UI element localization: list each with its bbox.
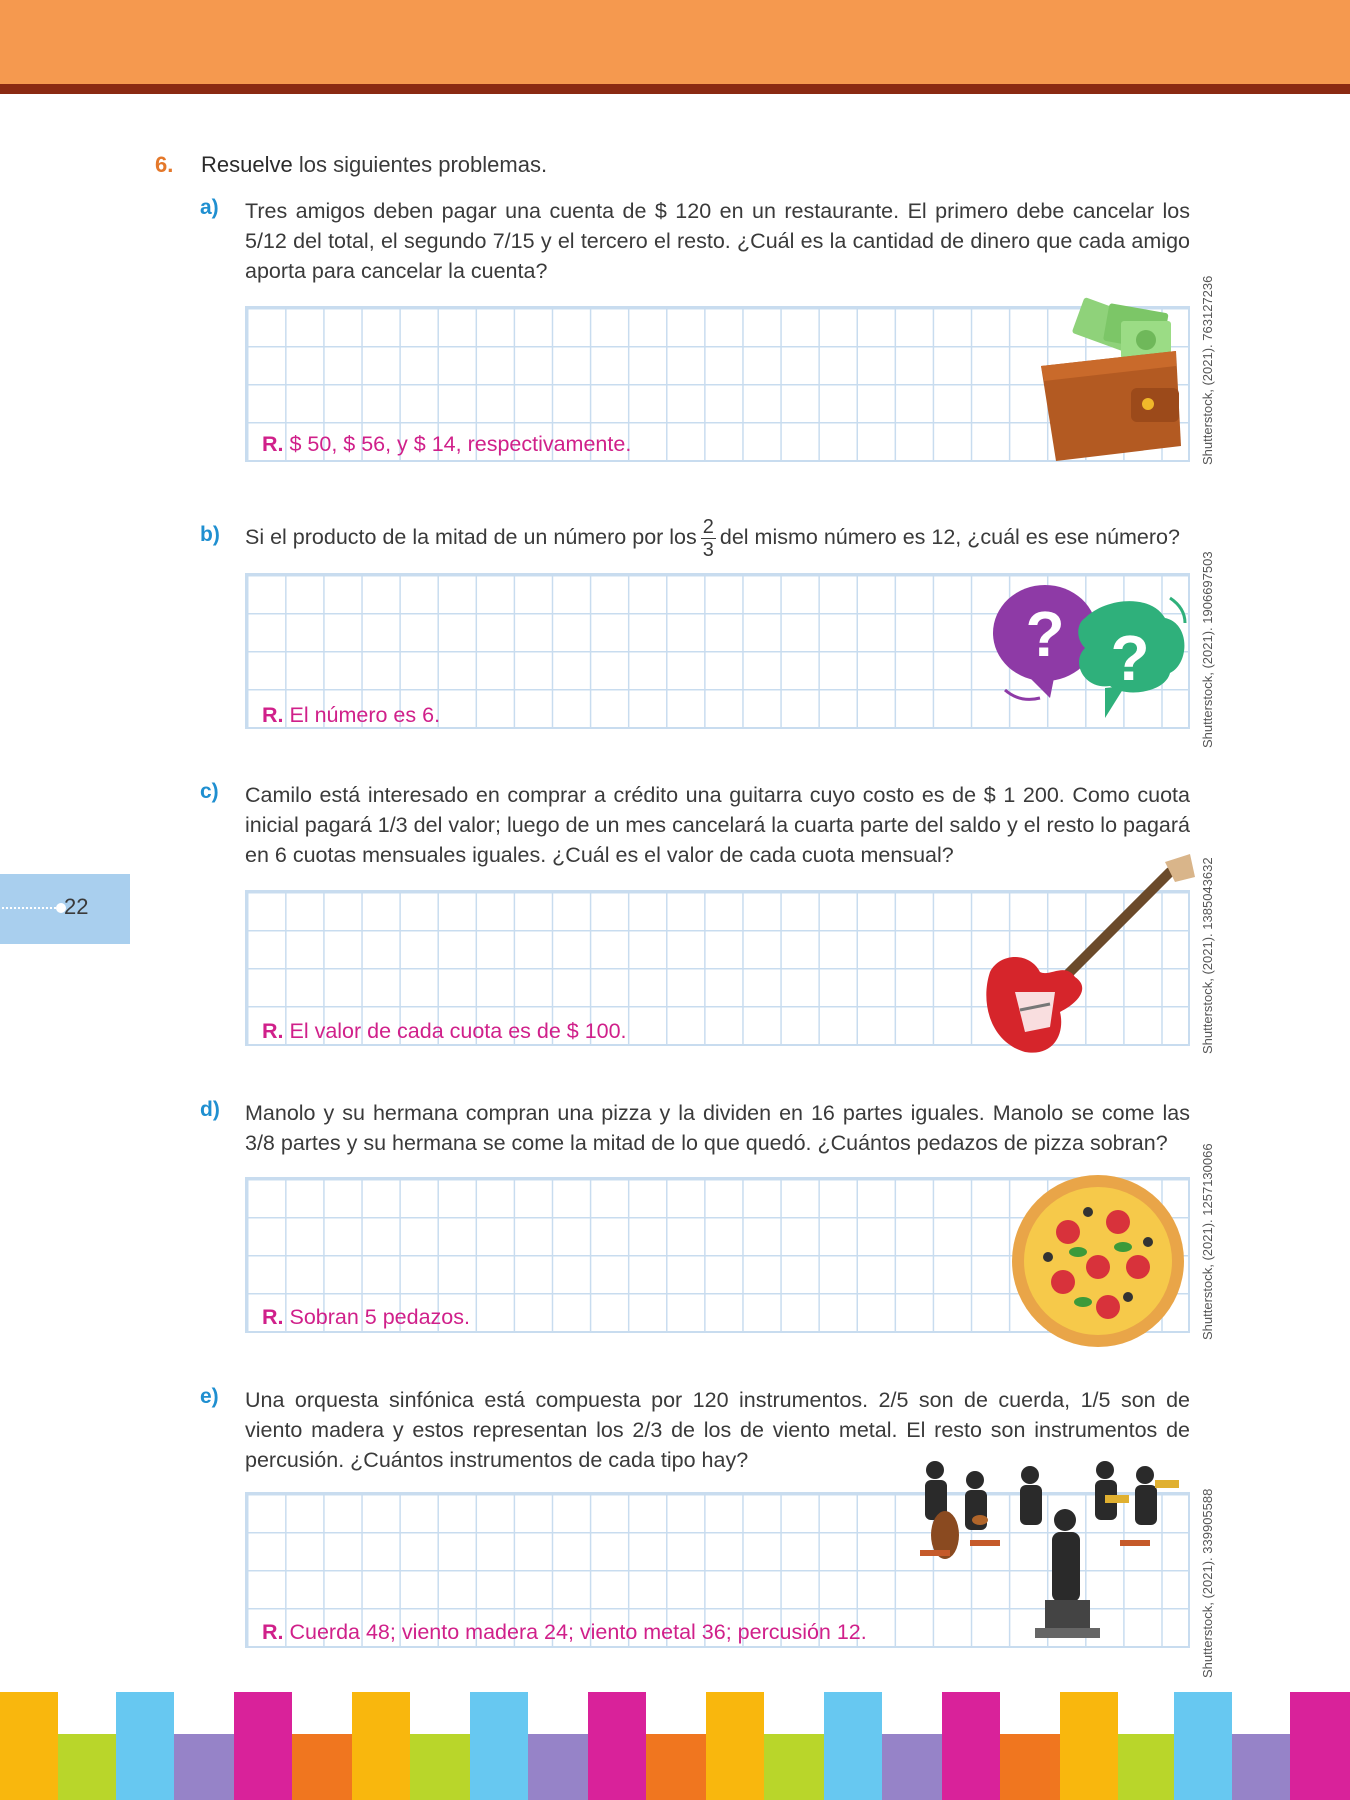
answer-text: $ 50, $ 56, y $ 14, respectivamente. xyxy=(283,432,632,456)
stripe xyxy=(470,1692,528,1800)
problem-d-answer xyxy=(262,1305,470,1330)
exercise-verb: Resuelve xyxy=(201,152,293,177)
stripe xyxy=(1060,1692,1118,1800)
problem-e-answer xyxy=(262,1620,867,1645)
problem-b-letter: b) xyxy=(200,523,220,546)
problem-b-text-before: Si el producto de la mitad de un número por los xyxy=(245,525,697,549)
problem-a-letter: a) xyxy=(200,196,219,219)
problem-e-credit: Shutterstock, (2021). 339905588 xyxy=(1200,1488,1215,1678)
exercise-number: 6. xyxy=(155,152,174,177)
page-tab-dots xyxy=(2,907,60,909)
fraction-denominator: 3 xyxy=(702,538,714,561)
exercise-heading xyxy=(155,152,547,178)
stripe xyxy=(942,1692,1000,1800)
problem-e-letter: e) xyxy=(200,1385,219,1408)
wallet-icon xyxy=(1036,296,1186,466)
exercise-instruction: los siguientes problemas. xyxy=(292,152,548,177)
problem-d-text: Manolo y su hermana compran una pizza y la dividen en 16 partes iguales. Manolo se come las 3/8 partes y su hermana se come la mitad de lo que quedó. ¿Cuántos pedazos de pizza sobran? xyxy=(245,1101,1190,1155)
answer-text: Cuerda 48; viento madera 24; viento metal 36; percusión 12. xyxy=(283,1620,867,1644)
stripe xyxy=(116,1692,174,1800)
stripe xyxy=(646,1734,706,1800)
answer-label: R. xyxy=(262,432,284,456)
page-number: 22 xyxy=(64,894,89,919)
stripe xyxy=(352,1692,410,1800)
problem-a-text: Tres amigos deben pagar una cuenta de $ 120 en un restaurante. El primero debe cancelar los 5/12 del total, el segundo 7/15 y el tercero el resto. ¿Cuál es la cantidad de dinero que cada amigo aporta para cancelar la cuenta? xyxy=(245,199,1190,283)
problem-b-text-after: del mismo número es 12, ¿cuál es ese número? xyxy=(719,525,1180,549)
svg-text:?: ? xyxy=(1110,622,1150,694)
stripe xyxy=(292,1734,352,1800)
bottom-decoration xyxy=(0,1692,1350,1800)
stripe xyxy=(1118,1734,1174,1800)
header-line xyxy=(0,84,1350,94)
problem-a-credit: Shutterstock, (2021). 763127236 xyxy=(1200,275,1215,465)
problem-c-letter: c) xyxy=(200,780,219,803)
header-band xyxy=(0,0,1350,84)
stripe xyxy=(588,1692,646,1800)
answer-text: Sobran 5 pedazos. xyxy=(283,1305,470,1329)
answer-label: R. xyxy=(262,703,284,727)
stripe xyxy=(1232,1734,1290,1800)
svg-text:?: ? xyxy=(1025,598,1065,670)
stripe xyxy=(706,1692,764,1800)
stripe xyxy=(882,1734,942,1800)
fraction-numerator: 2 xyxy=(702,515,714,538)
stripe xyxy=(0,1692,58,1800)
answer-text: El valor de cada cuota es de $ 100. xyxy=(283,1019,627,1043)
stripe xyxy=(174,1734,234,1800)
answer-text: El número es 6. xyxy=(283,703,441,727)
stripe xyxy=(764,1734,824,1800)
guitar-icon xyxy=(970,852,1200,1062)
stripe xyxy=(1174,1692,1232,1800)
answer-label: R. xyxy=(262,1620,284,1644)
problem-b-credit: Shutterstock, (2021). 1906697503 xyxy=(1200,551,1215,748)
problem-d-credit: Shutterstock, (2021). 1257130066 xyxy=(1200,1143,1215,1340)
answer-label: R. xyxy=(262,1305,284,1329)
problem-e-text: Una orquesta sinfónica está compuesta por 120 instrumentos. 2/5 son de cuerda, 1/5 son de viento madera y estos representan los 2/3 de los de viento metal. El resto son instrumentos de percusión. ¿Cuántos instrumentos de cada tipo hay? xyxy=(245,1388,1190,1472)
orchestra-icon xyxy=(905,1450,1185,1660)
stripe xyxy=(58,1734,116,1800)
question-bubbles-icon xyxy=(985,578,1195,728)
problem-c-credit: Shutterstock, (2021). 1385043632 xyxy=(1200,857,1215,1054)
problem-d-letter: d) xyxy=(200,1098,220,1121)
problem-b-answer xyxy=(262,703,440,728)
problem-b-text xyxy=(245,508,1190,566)
page-number-tab xyxy=(0,874,130,944)
stripe xyxy=(1290,1692,1350,1800)
stripe xyxy=(528,1734,588,1800)
problem-a-answer xyxy=(262,432,631,457)
problem-c-text: Camilo está interesado en comprar a crédito una guitarra cuyo costo es de $ 1 200. Como cuota inicial pagará 1/3 del valor; luego de un mes cancelará la cuarta parte del saldo y el resto lo pagará en 6 cuotas mensuales iguales. ¿Cuál es el valor de cada cuota mensual? xyxy=(245,783,1190,867)
stripe xyxy=(410,1734,470,1800)
fraction xyxy=(701,516,716,561)
pizza-icon xyxy=(1008,1172,1188,1350)
stripe xyxy=(234,1692,292,1800)
stripe xyxy=(824,1692,882,1800)
answer-label: R. xyxy=(262,1019,284,1043)
problem-c-answer xyxy=(262,1019,627,1044)
stripe xyxy=(1000,1734,1060,1800)
